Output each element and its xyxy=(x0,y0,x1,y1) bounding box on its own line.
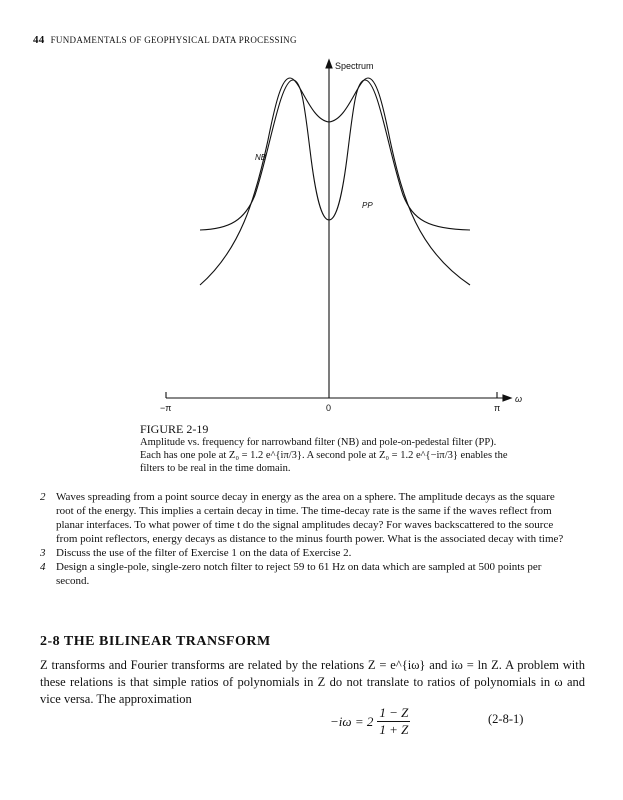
tick-label: −π xyxy=(160,403,172,413)
exercise-item xyxy=(40,546,570,560)
equation-lhs: −iω = 2 xyxy=(330,713,374,729)
exercise-item xyxy=(40,490,570,546)
tick-label: π xyxy=(494,403,501,413)
pp-label: PP xyxy=(362,201,373,210)
exercise-text: Discuss the use of the filter of Exercise 1 on the data of Exercise 2. xyxy=(56,547,352,559)
exercise-item xyxy=(40,560,570,588)
tick-label: 0 xyxy=(326,403,332,413)
figure-caption xyxy=(140,423,512,475)
section-paragraph: Z transforms and Fourier transforms are related by the relations Z = e^{iω} and iω = ln Z. A problem with these relations is that simple ratios of polynomials in Z do not translate to ratios of polynomials in ω and vice versa. The approximation xyxy=(40,658,585,706)
equation-fraction xyxy=(377,705,410,738)
x-axis-label: ω xyxy=(515,394,523,404)
denominator: 1 + Z xyxy=(379,722,409,737)
exercise-number: 4 xyxy=(40,561,46,573)
numerator: 1 − Z xyxy=(379,705,409,720)
exercise-text: Design a single-pole, single-zero notch filter to reject 59 to 61 Hz on data which are sampled at 500 points per second. xyxy=(56,561,542,587)
figure-title: FIGURE 2-19 xyxy=(140,422,209,436)
equation-number: (2-8-1) xyxy=(488,712,524,726)
exercise-number: 3 xyxy=(40,547,46,559)
y-axis-label: Spectrum xyxy=(335,61,374,71)
equation xyxy=(330,705,410,738)
section-heading: 2-8 THE BILINEAR TRANSFORM xyxy=(40,634,271,649)
nb-label: NB xyxy=(255,153,267,162)
curve-nb xyxy=(200,78,470,285)
y-axis-arrow xyxy=(326,60,332,68)
x-axis-arrow xyxy=(503,395,511,401)
exercise-list xyxy=(40,490,570,588)
running-title: FUNDAMENTALS OF GEOPHYSICAL DATA PROCESSING xyxy=(50,35,297,45)
page-number: 44 xyxy=(33,34,45,46)
curve-pp xyxy=(200,80,470,230)
caption-text: Amplitude vs. frequency for narrowband filter (NB) and pole-on-pedestal filter (PP). Each has one pole at Z₀ = 1.2 e^{iπ/3}. A second pole at Z₀ = 1.2 e^{−iπ/3} enables the filters to be real in the time domain. xyxy=(140,437,508,474)
exercise-text: Waves spreading from a point source decay in energy as the area on a sphere. The amplitude decays as the square root of the energy. This implies a certain decay in time. The time-decay rate is the same if the waves reflect from planar interfaces. To what power of time t do the signal amplitudes decay? For waves backscattered to the source from point reflectors, energy decays as distance to the minus fourth power. What is the associated decay with time? xyxy=(56,491,564,545)
exercise-number: 2 xyxy=(40,491,46,503)
